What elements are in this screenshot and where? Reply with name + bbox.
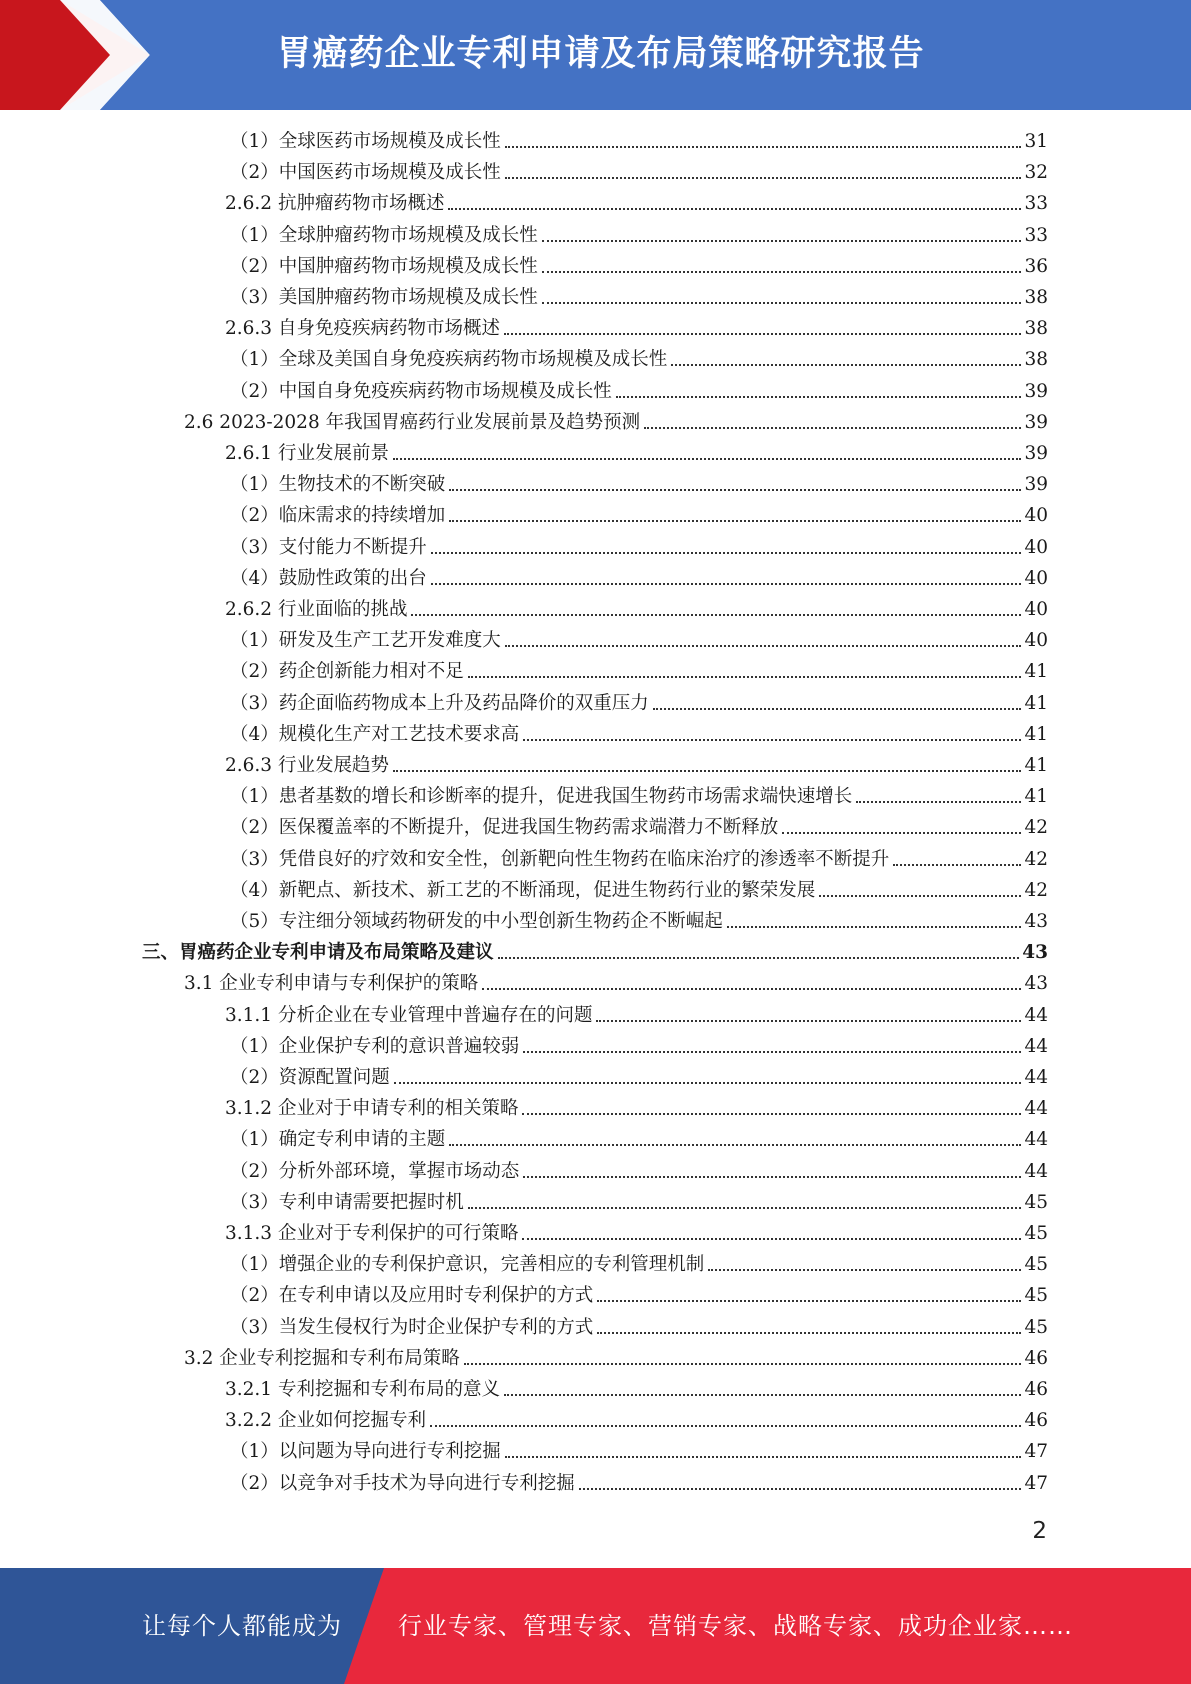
- toc-dot-leader: [430, 1425, 1021, 1427]
- toc-entry-label: （2）分析外部环境，掌握市场动态: [230, 1160, 520, 1182]
- toc-dot-leader: [542, 302, 1022, 304]
- toc-entry-label: （3）凭借良好的疗效和安全性，创新靶向性生物药在临床治疗的渗透率不断提升: [230, 848, 890, 870]
- toc-entry-label: 3.1.3 企业对于专利保护的可行策略: [225, 1223, 519, 1244]
- toc-entry[interactable]: [184, 407, 1048, 438]
- toc-dot-leader: [523, 1176, 1021, 1178]
- toc-dot-leader: [393, 458, 1021, 460]
- toc-entry[interactable]: [230, 1468, 1048, 1499]
- toc-entry-label: （3）药企面临药物成本上升及药品降价的双重压力: [230, 692, 649, 714]
- toc-entry-page: 47: [1024, 1472, 1048, 1494]
- toc-entry-page: 45: [1024, 1191, 1048, 1213]
- toc-dot-leader: [522, 1238, 1021, 1240]
- page-header: [0, 0, 1191, 110]
- toc-entry-page: 43: [1024, 911, 1048, 932]
- toc-dot-leader: [411, 614, 1021, 616]
- toc-entry[interactable]: [230, 1312, 1048, 1343]
- toc-dot-leader: [449, 489, 1021, 491]
- toc-entry-page: 36: [1024, 255, 1048, 277]
- toc-dot-leader: [431, 552, 1022, 554]
- toc-entry[interactable]: [230, 625, 1048, 656]
- toc-entry[interactable]: [230, 376, 1048, 407]
- toc-entry-label: 2.6.2 行业面临的挑战: [225, 599, 408, 620]
- toc-entry-label: 3.1 企业专利申请与专利保护的策略: [184, 973, 479, 995]
- toc-entry[interactable]: [225, 1218, 1048, 1249]
- toc-entry-page: 33: [1024, 193, 1048, 215]
- page-footer: [0, 1568, 1191, 1684]
- toc-dot-leader: [431, 583, 1022, 585]
- toc-entry-label: 2.6.3 自身免疫疾病药物市场概述: [225, 318, 500, 340]
- toc-entry-page: 46: [1024, 1410, 1048, 1432]
- toc-entry-label: 三、胃癌药企业专利申请及布局策略及建议: [142, 942, 494, 964]
- toc-entry-page: 45: [1024, 1285, 1048, 1307]
- toc-entry-page: 47: [1024, 1441, 1048, 1463]
- toc-entry-label: 3.2.1 专利挖掘和专利布局的意义: [225, 1379, 500, 1400]
- toc-entry-label: （1）确定专利申请的主题: [230, 1129, 446, 1151]
- toc-entry-label: （1）企业保护专利的意识普遍较弱: [230, 1035, 520, 1057]
- toc-dot-leader: [505, 1456, 1022, 1458]
- toc-entry-page: 41: [1024, 755, 1048, 776]
- toc-dot-leader: [468, 1207, 1022, 1209]
- toc-entry[interactable]: [225, 438, 1048, 469]
- toc-entry[interactable]: [142, 937, 1048, 968]
- toc-entry-label: （2）以竞争对手技术为导向进行专利挖掘: [230, 1472, 575, 1494]
- toc-dot-leader: [482, 988, 1021, 990]
- toc-entry-label: （3）当发生侵权行为时企业保护专利的方式: [230, 1316, 594, 1338]
- toc-dot-leader: [505, 645, 1022, 647]
- toc-entry-page: 44: [1024, 1129, 1048, 1151]
- toc-entry[interactable]: [230, 344, 1048, 375]
- toc-entry-page: 41: [1024, 661, 1048, 683]
- toc-entry[interactable]: [230, 781, 1048, 812]
- toc-entry[interactable]: [230, 157, 1048, 188]
- toc-dot-leader: [504, 333, 1021, 335]
- toc-entry[interactable]: [230, 906, 1048, 937]
- toc-dot-leader: [727, 926, 1022, 928]
- toc-entry-label: 3.2 企业专利挖掘和专利布局策略: [184, 1347, 460, 1369]
- toc-dot-leader: [468, 676, 1022, 678]
- toc-dot-leader: [597, 1300, 1021, 1302]
- toc-entry-label: 3.1.2 企业对于申请专利的相关策略: [225, 1098, 519, 1120]
- toc-entry[interactable]: [230, 220, 1048, 251]
- toc-entry-page: 33: [1024, 224, 1048, 246]
- toc-dot-leader: [856, 801, 1021, 803]
- toc-entry[interactable]: [230, 844, 1048, 875]
- toc-entry-page: 38: [1024, 287, 1048, 308]
- toc-entry-label: （3）支付能力不断提升: [230, 536, 427, 558]
- toc-entry-label: （4）规模化生产对工艺技术要求高: [230, 723, 520, 745]
- toc-entry[interactable]: [230, 532, 1048, 563]
- toc-entry-page: 41: [1024, 723, 1048, 745]
- toc-entry[interactable]: [230, 126, 1048, 157]
- toc-entry[interactable]: [225, 1374, 1048, 1405]
- toc-entry[interactable]: [225, 313, 1048, 344]
- toc-entry-label: （1）增强企业的专利保护意识，完善相应的专利管理机制: [230, 1254, 705, 1276]
- toc-entry[interactable]: [230, 1031, 1048, 1062]
- toc-entry[interactable]: [230, 812, 1048, 843]
- toc-entry-page: 45: [1024, 1316, 1048, 1338]
- toc-dot-leader: [708, 1269, 1021, 1271]
- toc-entry-label: （1）全球医药市场规模及成长性: [230, 131, 501, 152]
- toc-entry-page: 32: [1024, 162, 1048, 184]
- toc-dot-leader: [893, 864, 1021, 866]
- toc-entry-label: 2.6.3 行业发展趋势: [225, 755, 389, 776]
- toc-entry-label: （1）生物技术的不断突破: [230, 474, 446, 496]
- toc-entry-page: 45: [1024, 1254, 1048, 1276]
- toc-entry-page: 42: [1024, 817, 1048, 839]
- toc-dot-leader: [653, 708, 1022, 710]
- toc-entry-label: （2）中国肿瘤药物市场规模及成长性: [230, 255, 538, 277]
- toc-entry-label: （3）专利申请需要把握时机: [230, 1191, 464, 1213]
- toc-dot-leader: [542, 240, 1022, 242]
- toc-entry-label: （3）美国肿瘤药物市场规模及成长性: [230, 287, 538, 308]
- toc-entry-label: （2）资源配置问题: [230, 1067, 390, 1088]
- toc-dot-leader: [523, 1051, 1021, 1053]
- toc-entry[interactable]: [230, 875, 1048, 906]
- toc-entry[interactable]: [230, 282, 1048, 313]
- toc-entry-page: 39: [1024, 474, 1048, 496]
- toc-dot-leader: [448, 208, 1021, 210]
- toc-entry[interactable]: [225, 1093, 1048, 1124]
- toc-entry-label: 3.1.1 分析企业在专业管理中普遍存在的问题: [225, 1004, 593, 1026]
- toc-entry-label: （2）中国自身免疫疾病药物市场规模及成长性: [230, 380, 612, 402]
- toc-entry-page: 39: [1024, 411, 1048, 433]
- footer-slogan-left: 让每个人都能成为: [142, 1612, 342, 1640]
- toc-entry-page: 31: [1024, 131, 1048, 152]
- toc-dot-leader: [542, 271, 1022, 273]
- toc-entry[interactable]: [230, 688, 1048, 719]
- toc-dot-leader: [449, 1144, 1021, 1146]
- toc-entry[interactable]: [225, 594, 1048, 625]
- toc-dot-leader: [819, 895, 1021, 897]
- page-number: 2: [1032, 1518, 1047, 1544]
- toc-entry-page: 38: [1024, 318, 1048, 340]
- toc-entry-page: 46: [1024, 1379, 1048, 1400]
- toc-entry[interactable]: [230, 719, 1048, 750]
- toc-dot-leader: [579, 1488, 1022, 1490]
- toc-entry-page: 38: [1024, 349, 1048, 371]
- toc-entry[interactable]: [225, 1405, 1048, 1436]
- toc-entry-page: 40: [1024, 536, 1048, 558]
- toc-entry-page: 39: [1024, 380, 1048, 402]
- toc-dot-leader: [596, 1020, 1021, 1022]
- toc-entry[interactable]: [230, 1280, 1048, 1311]
- toc-entry-page: 44: [1024, 1067, 1048, 1088]
- toc-dot-leader: [394, 1082, 1022, 1084]
- toc-entry-page: 40: [1024, 630, 1048, 652]
- toc-entry-label: （2）医保覆盖率的不断提升，促进我国生物药需求端潜力不断释放: [230, 817, 779, 839]
- toc-entry-label: 3.2.2 企业如何挖掘专利: [225, 1410, 426, 1432]
- toc-dot-leader: [523, 739, 1021, 741]
- toc-entry[interactable]: [230, 1124, 1048, 1155]
- report-title: 胃癌药企业专利申请及布局策略研究报告: [276, 34, 925, 74]
- toc-entry-page: 44: [1024, 1004, 1048, 1026]
- toc-dot-leader: [616, 396, 1022, 398]
- toc-entry-label: （4）鼓励性政策的出台: [230, 567, 427, 589]
- toc-entry-page: 45: [1024, 1223, 1048, 1244]
- toc-dot-leader: [464, 1363, 1022, 1365]
- toc-entry-label: （5）专注细分领域药物研发的中小型创新生物药企不断崛起: [230, 911, 723, 932]
- toc-entry-label: （1）全球肿瘤药物市场规模及成长性: [230, 224, 538, 246]
- toc-dot-leader: [782, 832, 1021, 834]
- toc-entry-label: （2）在专利申请以及应用时专利保护的方式: [230, 1285, 594, 1307]
- toc-entry-label: （2）临床需求的持续增加: [230, 505, 446, 527]
- toc-entry[interactable]: [230, 563, 1048, 594]
- toc-dot-leader: [393, 770, 1021, 772]
- toc-dot-leader: [505, 146, 1022, 148]
- toc-entry-page: 44: [1024, 1160, 1048, 1182]
- toc-entry[interactable]: [230, 500, 1048, 531]
- toc-entry-page: 40: [1024, 599, 1048, 620]
- toc-dot-leader: [498, 957, 1020, 959]
- toc-entry[interactable]: [225, 1000, 1048, 1031]
- toc-entry-page: 44: [1024, 1098, 1048, 1120]
- toc-dot-leader: [505, 177, 1022, 179]
- toc-entry-label: （1）研发及生产工艺开发难度大: [230, 630, 501, 652]
- toc-dot-leader: [597, 1332, 1021, 1334]
- toc-entry[interactable]: [230, 1062, 1048, 1093]
- toc-entry-page: 39: [1024, 443, 1048, 464]
- toc-entry[interactable]: [225, 188, 1048, 219]
- toc-entry[interactable]: [230, 656, 1048, 687]
- toc-entry-label: （2）药企创新能力相对不足: [230, 661, 464, 683]
- toc-entry-page: 43: [1022, 942, 1048, 964]
- toc-dot-leader: [504, 1394, 1021, 1396]
- toc-entry-label: 2.6 2023-2028 年我国胃癌药行业发展前景及趋势预测: [184, 411, 641, 433]
- toc-entry-label: 2.6.1 行业发展前景: [225, 443, 389, 464]
- toc-dot-leader: [671, 364, 1021, 366]
- toc-entry-label: （1）以问题为导向进行专利挖掘: [230, 1441, 501, 1463]
- toc-entry-page: 42: [1024, 848, 1048, 870]
- toc-entry-label: （1）患者基数的增长和诊断率的提升，促进我国生物药市场需求端快速增长: [230, 786, 853, 808]
- toc-entry-page: 40: [1024, 567, 1048, 589]
- toc-entry-page: 43: [1024, 973, 1048, 995]
- toc-entry[interactable]: [230, 1187, 1048, 1218]
- toc-entry-page: 46: [1024, 1347, 1048, 1369]
- toc-entry[interactable]: [184, 1343, 1048, 1374]
- toc-entry[interactable]: [230, 1249, 1048, 1280]
- toc-entry[interactable]: [225, 750, 1048, 781]
- toc-entry[interactable]: [230, 469, 1048, 500]
- toc-entry-label: （1）全球及美国自身免疫疾病药物市场规模及成长性: [230, 349, 668, 371]
- toc-dot-leader: [644, 427, 1021, 429]
- toc-entry[interactable]: [230, 1156, 1048, 1187]
- footer-slogan-right: 行业专家、管理专家、营销专家、战略专家、成功企业家……: [398, 1612, 1073, 1640]
- toc-dot-leader: [449, 520, 1021, 522]
- toc-dot-leader: [522, 1113, 1021, 1115]
- toc-entry-page: 42: [1024, 879, 1048, 901]
- toc-entry-label: （2）中国医药市场规模及成长性: [230, 162, 501, 184]
- toc-entry-label: 2.6.2 抗肿瘤药物市场概述: [225, 193, 445, 215]
- toc-entry[interactable]: [230, 1436, 1048, 1467]
- toc-entry[interactable]: [230, 251, 1048, 282]
- toc-entry-page: 40: [1024, 505, 1048, 527]
- toc-entry-page: 41: [1024, 692, 1048, 714]
- toc-entry-page: 44: [1024, 1035, 1048, 1057]
- toc-entry[interactable]: [184, 968, 1048, 999]
- toc-entry-page: 41: [1024, 786, 1048, 808]
- toc-entry-label: （4）新靶点、新技术、新工艺的不断涌现，促进生物药行业的繁荣发展: [230, 879, 816, 901]
